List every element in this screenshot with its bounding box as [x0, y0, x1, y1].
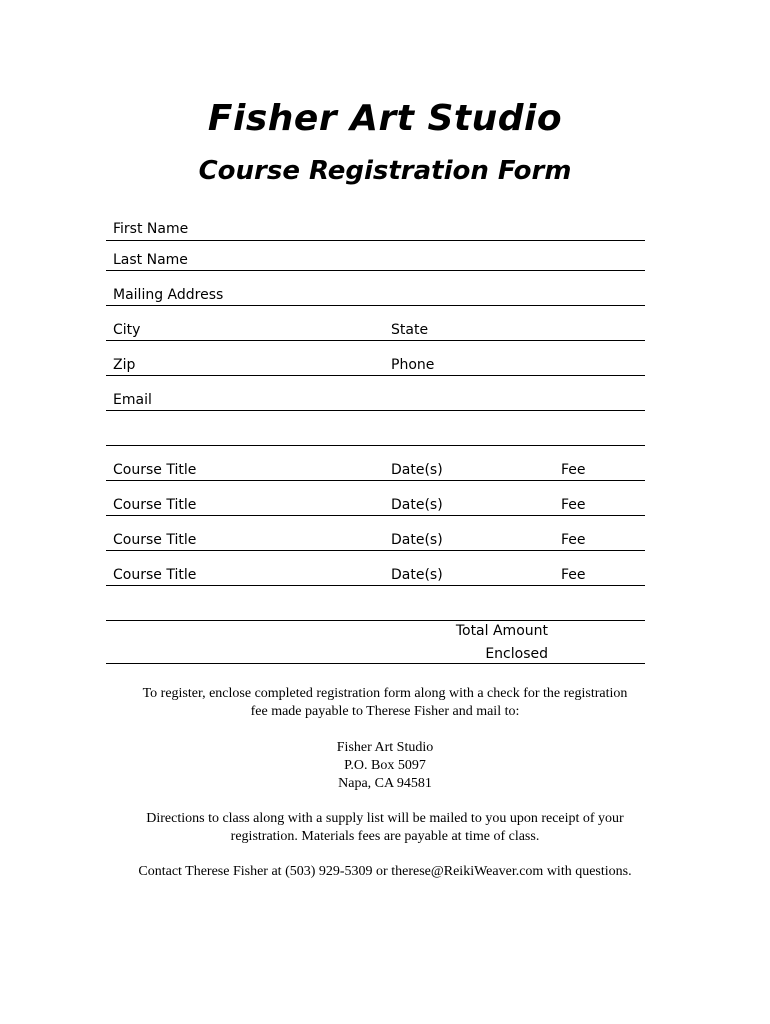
register-instructions [100, 685, 670, 721]
course-dates-label: Date(s) [391, 497, 443, 513]
email-line[interactable] [106, 410, 645, 411]
course-fee-label: Fee [561, 462, 586, 478]
city-state-line[interactable] [106, 340, 645, 341]
last-name-label: Last Name [113, 252, 188, 268]
phone-label: Phone [391, 357, 435, 373]
course-line[interactable] [106, 480, 645, 481]
address-box: P.O. Box 5097 [344, 758, 426, 773]
course-title-label: Course Title [113, 567, 197, 583]
last-name-line[interactable] [106, 270, 645, 271]
contact-text [80, 863, 690, 881]
course-line[interactable] [106, 550, 645, 551]
address-name: Fisher Art Studio [336, 740, 434, 755]
extra-line[interactable] [106, 620, 645, 621]
total-amount-line2: Enclosed [485, 646, 548, 662]
mailing-address-label: Mailing Address [113, 287, 224, 303]
total-line[interactable] [106, 663, 645, 664]
course-title-label: Course Title [113, 532, 197, 548]
state-label: State [391, 322, 429, 338]
course-fee-label: Fee [561, 532, 586, 548]
directions-line1: Directions to class along with a supply list will be mailed to you upon receipt of your [146, 811, 624, 826]
blank-line[interactable] [106, 445, 645, 446]
course-dates-label: Date(s) [391, 462, 443, 478]
course-dates-label: Date(s) [391, 532, 443, 548]
first-name-label: First Name [113, 221, 189, 237]
course-line[interactable] [106, 585, 645, 586]
contact-line: Contact Therese Fisher at (503) 929-5309 or therese@ReikiWeaver.com with questions. [138, 864, 632, 879]
zip-phone-line[interactable] [106, 375, 645, 376]
first-name-line[interactable] [106, 240, 645, 241]
total-amount-line1: Total Amount [455, 623, 548, 639]
total-amount-label [400, 620, 548, 666]
form-subtitle: Course Registration Form [198, 156, 572, 186]
register-text-line2: fee made payable to Therese Fisher and mail to: [250, 704, 520, 719]
register-text-line1: To register, enclose completed registration form along with a check for the registration [142, 686, 628, 701]
form-title: Fisher Art Studio [207, 98, 563, 139]
course-fee-label: Fee [561, 497, 586, 513]
mailing-address-line[interactable] [106, 305, 645, 306]
email-label: Email [113, 392, 152, 408]
course-title-label: Course Title [113, 497, 197, 513]
course-fee-label: Fee [561, 567, 586, 583]
zip-label: Zip [113, 357, 136, 373]
course-line[interactable] [106, 515, 645, 516]
course-title-label: Course Title [113, 462, 197, 478]
mailing-address-block [100, 739, 670, 793]
course-dates-label: Date(s) [391, 567, 443, 583]
directions-line2: registration. Materials fees are payable at time of class. [230, 829, 540, 844]
city-label: City [113, 322, 141, 338]
directions-text [100, 810, 670, 846]
address-city: Napa, CA 94581 [338, 776, 432, 791]
